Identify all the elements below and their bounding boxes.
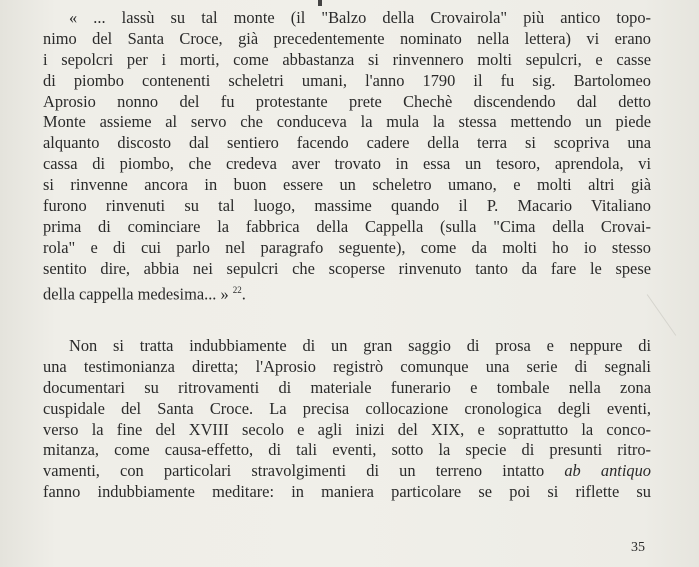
quote-line: si rinvenne ancora in buon essere un scheletro umano, e molti altri già [43,175,651,195]
end-punctuation: . [241,284,246,304]
quote-line-text: della cappella medesima... » [43,284,229,304]
body-line: fanno indubbiamente meditare: in maniera particolare se poi si riflette su [43,482,651,502]
quote-line: di piombo contenenti scheletri umani, l'anno 1790 il fu sig. Bartolomeo [43,70,651,90]
quote-line: nimo del Santa Croce, già precedentemente nominato nella lettera) vi erano [43,28,651,48]
quote-line: furono rinvenuti su tal luogo, massime quando il P. Macario Vitaliano [43,196,651,216]
quote-line: « ... lassù su tal monte (il "Balzo della Crovairola" più antico topo- [69,8,651,27]
footnote-reference[interactable]: 22 [232,284,242,295]
body-paragraph [43,336,651,503]
quote-line: Monte assieme al servo che conduceva la mula la stessa mettendo un piede [43,112,651,132]
italic-phrase: ab antiquo [564,461,651,481]
body-line: mitanza, come causa-effetto, di tali eventi, sotto la specie di presunti ritro- [43,440,651,460]
page-number: 35 [631,540,645,555]
quote-line: i sepolcri per i morti, come abbastanza si rinvennero molti sepulcri, e casse [43,49,651,69]
top-ink-mark [318,0,322,6]
body-line: cuspidale del Santa Croce. La precisa collocazione cronologica degli eventi, [43,398,651,418]
quote-last-line [43,280,651,304]
quote-line: rola" e di cui parlo nel paragrafo seguente), come da molti ho io stesso [43,237,651,257]
body-line-text: vamenti, con particolari stravolgimenti di un terreno intatto [43,461,545,481]
quote-line: prima di cominciare la fabbrica della Cappella (sulla "Cima della Crovai- [43,216,651,236]
body-line-with-italic [43,461,651,482]
body-line: verso la fine del XVIII secolo e agli inizi del XIX, e soprattutto la conco- [43,419,651,439]
quote-line: Aprosio nonno del fu protestante prete Chechè discendendo dal detto [43,91,651,111]
body-line: una testimonianza diretta; l'Aprosio registrò comunque una serie di segnali [43,356,651,376]
pencil-mark [647,294,676,336]
quote-paragraph [43,8,651,304]
quote-line: sentito dire, abbia nei sepulcri che scoperse rinvenuto tanto da fare le spese [43,258,651,278]
quote-line: cassa di piombo, che credeva aver trovato in essa un tesoro, aprendola, vi [43,154,651,174]
body-line: Non si tratta indubbiamente di un gran saggio di prosa e neppure di [69,336,651,355]
body-line: documentari su ritrovamenti di materiale funerario e tombale nella zona [43,377,651,397]
quote-line: alquanto discosto dal sentiero facendo cadere della terra si scopriva una [43,133,651,153]
